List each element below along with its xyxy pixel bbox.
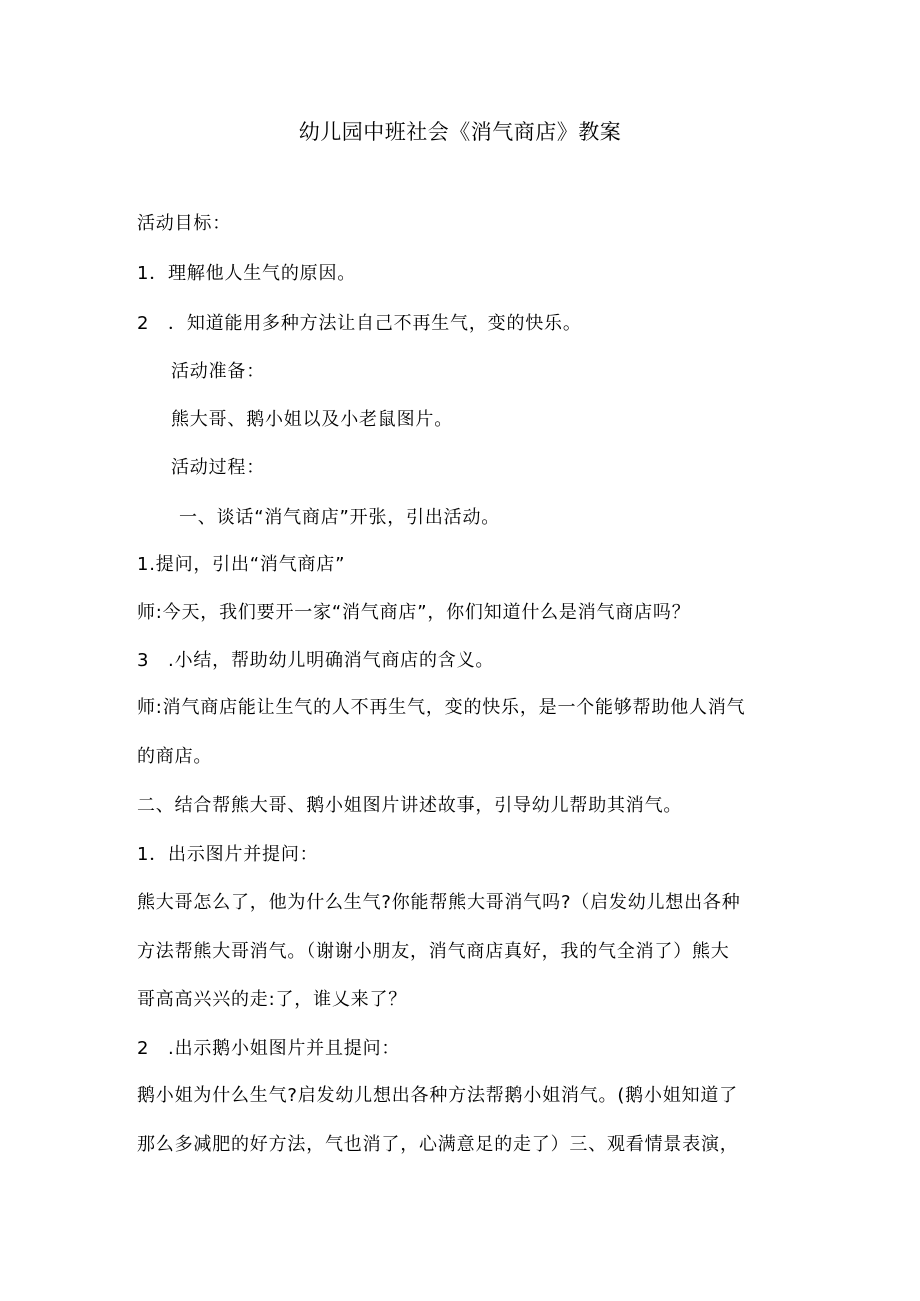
paragraph-line: 师:今天，我们要开一家“消气商店”，你们知道什么是消气商店吗？	[137, 602, 691, 623]
paragraph-line: 1．理解他人生气的原因。	[137, 263, 357, 284]
document-title: 幼儿园中班社会《消气商店》教案	[298, 120, 622, 144]
paragraph-line: 1.提问，引出“消气商店”	[137, 554, 346, 575]
paragraph-line: 的商店。	[137, 746, 213, 767]
paragraph-line: 熊大哥怎么了，他为什么生气?你能帮熊大哥消气吗?（启发幼儿想出各种	[137, 892, 741, 913]
paragraph-line: 方法帮熊大哥消气。（谢谢小朋友，消气商店真好，我的气全消了）熊大	[137, 941, 730, 962]
section-heading-preparation: 活动准备：	[171, 361, 265, 382]
paragraph-line: 二、结合帮熊大哥、鹅小姐图片讲述故事，引导幼儿帮助其消气。	[137, 795, 683, 816]
paragraph-line: 2 .出示鹅小姐图片并且提问：	[137, 1038, 401, 1059]
paragraph-line: 2 ．知道能用多种方法让自己不再生气，变的快乐。	[137, 313, 582, 334]
paragraph-line: 鹅小姐为什么生气?启发幼儿想出各种方法帮鹅小姐消气。(鹅小姐知道了	[137, 1085, 738, 1106]
paragraph-line: 熊大哥、鹅小姐以及小老鼠图片。	[171, 409, 453, 430]
paragraph-line: 一、谈话“消气商店”开张，引出活动。	[179, 507, 501, 528]
paragraph-line: 师:消气商店能让生气的人不再生气，变的快乐，是一个能够帮助他人消气	[137, 697, 746, 718]
paragraph-line: 3 .小结，帮助幼儿明确消气商店的含义。	[137, 650, 495, 671]
paragraph-line: 那么多减肥的好方法，气也消了，心满意足的走了）三、观看情景表演，	[137, 1134, 739, 1155]
section-heading-process: 活动过程：	[171, 457, 265, 478]
section-heading-objectives: 活动目标：	[137, 213, 231, 234]
paragraph-line: 哥高高兴兴的走:了，谁乂来了？	[137, 989, 408, 1010]
paragraph-line: 1．出示图片并提问：	[137, 844, 319, 865]
